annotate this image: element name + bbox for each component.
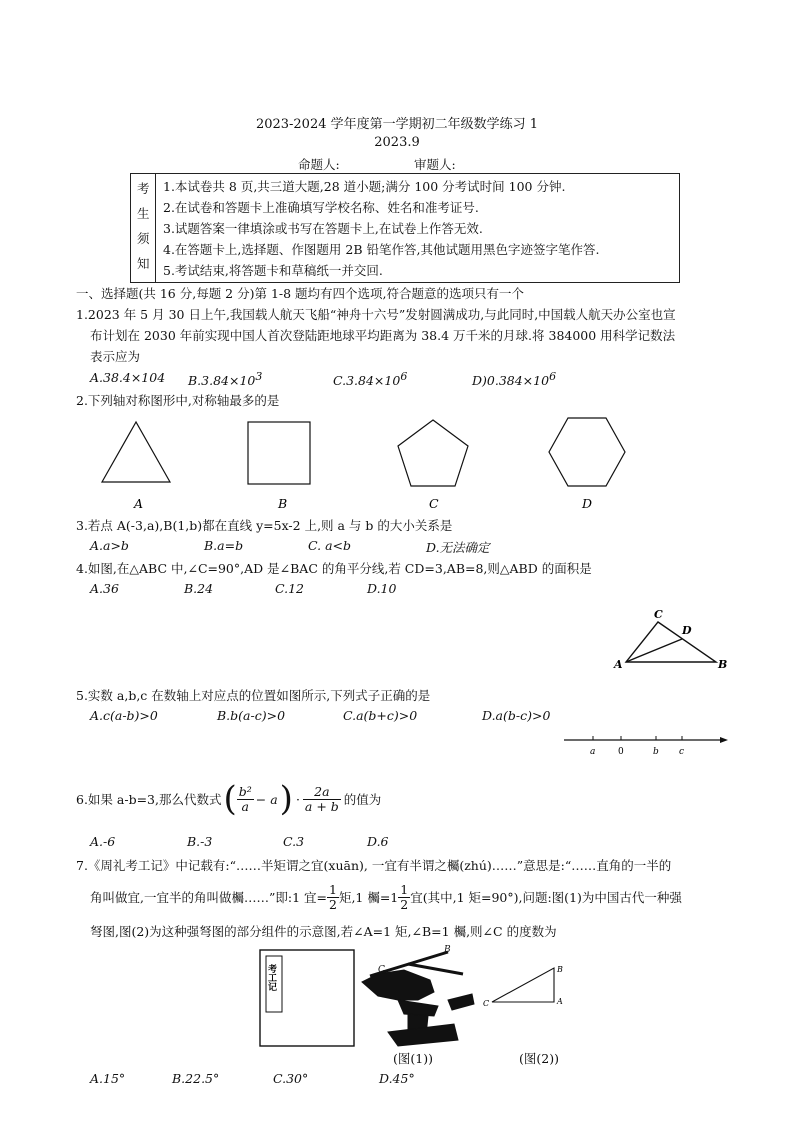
- section-heading: 一、选择题(共 16 分,每题 2 分)第 1-8 题均有四个选项,符合题意的选项只有一个: [76, 286, 525, 301]
- notice-line-3: 3.试题答案一律填涂或书写在答题卡上,在试卷上作答无效.: [163, 221, 483, 236]
- q4-label-b: B: [718, 658, 728, 671]
- q4-option-a: A.36: [90, 581, 119, 596]
- q5-option-c: C.a(b+c)>0: [343, 708, 418, 723]
- exam-date: 2023.9: [374, 135, 420, 150]
- q7-option-c: C.30°: [273, 1071, 309, 1086]
- q2-label-b: B: [278, 496, 288, 511]
- fig1-caption: (图(1)): [393, 1051, 433, 1066]
- q1-line-1: 1.2023 年 5 月 30 日上午,我国载人航天飞船“神舟十六号”发射圆满成功,与此同时,中国载人航天办公室也宣: [76, 307, 676, 322]
- q2-shapes-figure: [90, 410, 650, 520]
- notice-line-5: 5.考试结束,将答题卡和草稿纸一并交回.: [163, 263, 383, 278]
- q4-option-c: C.12: [275, 581, 304, 596]
- q4-triangle-figure: [612, 604, 738, 674]
- q7-label-c: C: [483, 999, 490, 1008]
- hexagon-shape: [549, 418, 625, 486]
- q1-line-3: 表示应为: [90, 349, 141, 364]
- q7-line-1: 7.《周礼考工记》中记载有:“……半矩谓之宜(xuān), 一宜有半谓之欘(zhú)……”意思是:“……直角的一半的: [76, 858, 672, 873]
- fig2-caption: (图(2)): [519, 1051, 559, 1066]
- q3-stem: 3.若点 A(-3,a),B(1,b)都在直线 y=5x-2 上,则 a 与 b 的大小关系是: [76, 518, 453, 533]
- q6-option-c: C.3: [283, 834, 305, 849]
- notice-side-char: 知: [137, 256, 150, 271]
- crossbow-label-c: C: [378, 965, 385, 975]
- q5-option-d: D.a(b-c)>0: [482, 708, 551, 723]
- fraction-2a-over-a-plus-b: $\frac{2a}{a + b}$: [304, 784, 339, 814]
- notice-line-1: 1.本试卷共 8 页,共三道大题,28 道小题;满分 100 分考试时间 100 分钟.: [163, 179, 566, 194]
- q6-prefix: 6.如果 a-b=3,那么代数式: [76, 792, 222, 807]
- fraction-b2-over-a: $\frac{\text{b²}}{a}$: [238, 784, 252, 814]
- q6-stem: [76, 774, 381, 824]
- q3-option-d: D.无法确定: [426, 540, 490, 555]
- q6-option-b: B.-3: [187, 834, 213, 849]
- q7-option-a: A.15°: [90, 1071, 126, 1086]
- q7-line-2: 角叫做宜,一宜半的角叫做欘……”即:1 宜= $\frac{1}{2}$ 矩,1 欘=1 $\frac{1}{2}$ 宜(其中,1 矩=90°),问题:图(1)为中国古代一种强: [90, 882, 682, 912]
- q2-label-a: A: [134, 496, 144, 511]
- q7-triangle-figure: [482, 962, 572, 1010]
- q2-stem: 2.下列轴对称图形中,对称轴最多的是: [76, 393, 280, 408]
- q6-option-d: D.6: [367, 834, 389, 849]
- q1-line-2: 布计划在 2030 年前实现中国人首次登陆距地球平均距离为 38.4 万千米的月球.将 384000 用科学记数法: [90, 328, 676, 343]
- notice-line-2: 2.在试卷和答题卡上准确填写学校名称、姓名和准考证号.: [163, 200, 479, 215]
- q4-option-b: B.24: [184, 581, 214, 596]
- book-title: 考工记: [266, 964, 276, 991]
- q2-label-d: D: [582, 496, 593, 511]
- q5-stem: 5.实数 a,b,c 在数轴上对应点的位置如图所示,下列式子正确的是: [76, 688, 431, 703]
- q1-option-b: $B.3.84\times 10^3$: [188, 370, 263, 389]
- q5-option-a: A.c(a-b)>0: [90, 708, 158, 723]
- q4-stem: 4.如图,在△ABC 中,∠C=90°,AD 是∠BAC 的角平分线,若 CD=3,AB=8,则△ABD 的面积是: [76, 561, 592, 576]
- triangle-shape: [102, 422, 170, 482]
- fraction-one-half: $\frac{1}{2}$: [328, 882, 337, 912]
- q2-label-c: C: [429, 496, 439, 511]
- right-paren: ): [279, 779, 293, 819]
- notice-side-char: 生: [137, 206, 150, 221]
- notice-side-char: 须: [137, 231, 150, 246]
- q5-number-line: [560, 730, 732, 758]
- axis-label-a: a: [590, 747, 596, 757]
- notice-side-label: [131, 174, 156, 282]
- q3-option-b: B.a=b: [204, 538, 244, 553]
- crossbow-figure: [258, 944, 488, 1048]
- q6-minus-a: − a: [255, 791, 278, 807]
- exam-title: 2023-2024 学年度第一学期初二年级数学练习 1: [255, 117, 539, 132]
- q3-option-a: A.a>b: [90, 538, 129, 553]
- q4-label-a: A: [614, 658, 623, 671]
- notice-side-char: 考: [137, 181, 150, 196]
- reviewer-label: 审题人:: [414, 157, 456, 172]
- q7-label-a: A: [557, 997, 563, 1006]
- fraction-one-half: $\frac{1}{2}$: [400, 882, 409, 912]
- q5-option-b: B.b(a-c)>0: [217, 708, 286, 723]
- q7-label-b: B: [557, 965, 563, 974]
- q1-option-c: $C.3.84\times 10^6$: [333, 370, 408, 389]
- author-label: 命题人:: [298, 157, 340, 172]
- q4-option-d: D.10: [367, 581, 397, 596]
- axis-label-b: b: [653, 747, 659, 757]
- q6-suffix: 的值为: [343, 792, 382, 807]
- q3-option-c: C. a<b: [308, 538, 351, 553]
- q4-label-c: C: [654, 608, 663, 621]
- left-paren: (: [223, 779, 237, 819]
- notice-line-4: 4.在答题卡上,选择题、作图题用 2B 铅笔作答,其他试题用黑色字迹签字笔作答.: [163, 242, 600, 257]
- axis-label-0: 0: [618, 747, 624, 757]
- q1-option-a: A.38.4×104: [90, 370, 166, 385]
- q6-dot: ·: [295, 791, 300, 807]
- crossbow-label-b: B: [444, 945, 451, 955]
- square-shape: [248, 422, 310, 484]
- q7-line-3: 弩图,图(2)为这种强弩图的部分组件的示意图,若∠A=1 矩,∠B=1 欘,则∠C 的度数为: [90, 924, 557, 939]
- q7-option-b: B.22.5°: [172, 1071, 220, 1086]
- q1-option-d: $D)0.384\times 10^6$: [472, 370, 557, 389]
- q7-option-d: D.45°: [379, 1071, 415, 1086]
- axis-label-c: c: [679, 747, 685, 757]
- q6-option-a: A.-6: [90, 834, 116, 849]
- pentagon-shape: [398, 420, 468, 486]
- notice-box: [130, 173, 680, 283]
- q4-label-d: D: [682, 624, 692, 637]
